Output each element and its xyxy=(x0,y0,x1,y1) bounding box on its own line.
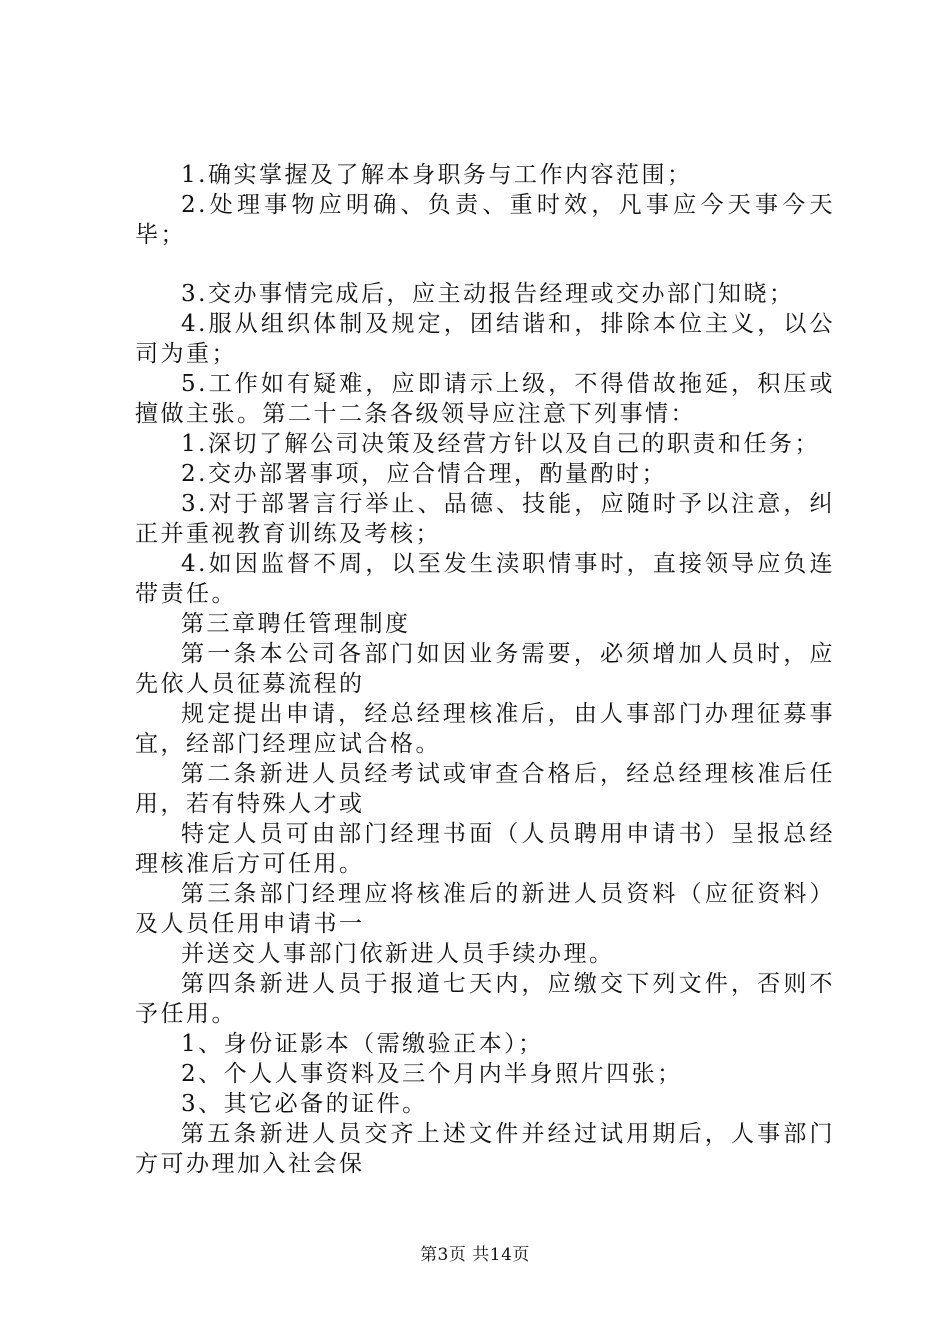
paragraph: 特定人员可由部门经理书面（人员聘用申请书）呈报总经理核准后方可任用。 xyxy=(135,821,835,877)
paragraph: 4.服从组织体制及规定，团结谐和，排除本位主义，以公司为重； xyxy=(135,311,835,367)
paragraph: 第一条本公司各部门如因业务需要，必须增加人员时，应先依人员征募流程的 xyxy=(135,641,835,697)
paragraph: 1.确实掌握及了解本身职务与工作内容范围； xyxy=(181,162,693,188)
paragraph: 3.对于部署言行举止、品德、技能，应随时予以注意，纠正并重视教育训练及考核； xyxy=(135,491,835,547)
page-footer: 第3页 共14页 xyxy=(420,1245,530,1265)
paragraph: 并送交人事部门依新进人员手续办理。 xyxy=(181,941,615,967)
paragraph: 2.处理事物应明确、负责、重时效，凡事应今天事今天毕； xyxy=(135,192,835,248)
paragraph: 第四条新进人员于报道七天内，应缴交下列文件，否则不予任用。 xyxy=(135,971,835,1027)
list-item: 2、个人人事资料及三个月内半身照片四张； xyxy=(181,1061,683,1087)
paragraph: 5.工作如有疑难，应即请示上级，不得借故拖延，积压或擅做主张。第二十二条各级领导应注意下列事情： xyxy=(135,371,835,427)
paragraph: 3.交办事情完成后，应主动报告经理或交办部门知晓； xyxy=(181,281,795,307)
chapter-heading: 第三章聘任管理制度 xyxy=(181,611,411,637)
paragraph: 第二条新进人员经考试或审查合格后，经总经理核准后任用，若有特殊人才或 xyxy=(135,761,835,817)
list-item: 3、其它必备的证件。 xyxy=(181,1091,428,1117)
paragraph: 4.如因监督不周，以至发生渎职情事时，直接领导应负连带责任。 xyxy=(135,551,835,607)
paragraph: 规定提出申请，经总经理核准后，由人事部门办理征募事宜，经部门经理应试合格。 xyxy=(135,701,835,757)
paragraph: 第三条部门经理应将核准后的新进人员资料（应征资料）及人员任用申请书一 xyxy=(135,881,835,937)
paragraph: 第五条新进人员交齐上述文件并经过试用期后，人事部门方可办理加入社会保 xyxy=(135,1121,835,1177)
paragraph: 2.交办部署事项，应合情合理，酌量酌时； xyxy=(181,461,667,487)
paragraph: 1.深切了解公司决策及经营方针以及自己的职责和任务； xyxy=(181,431,820,457)
document-body xyxy=(135,160,835,1179)
list-item: 1、身份证影本（需缴验正本）； xyxy=(181,1031,544,1057)
